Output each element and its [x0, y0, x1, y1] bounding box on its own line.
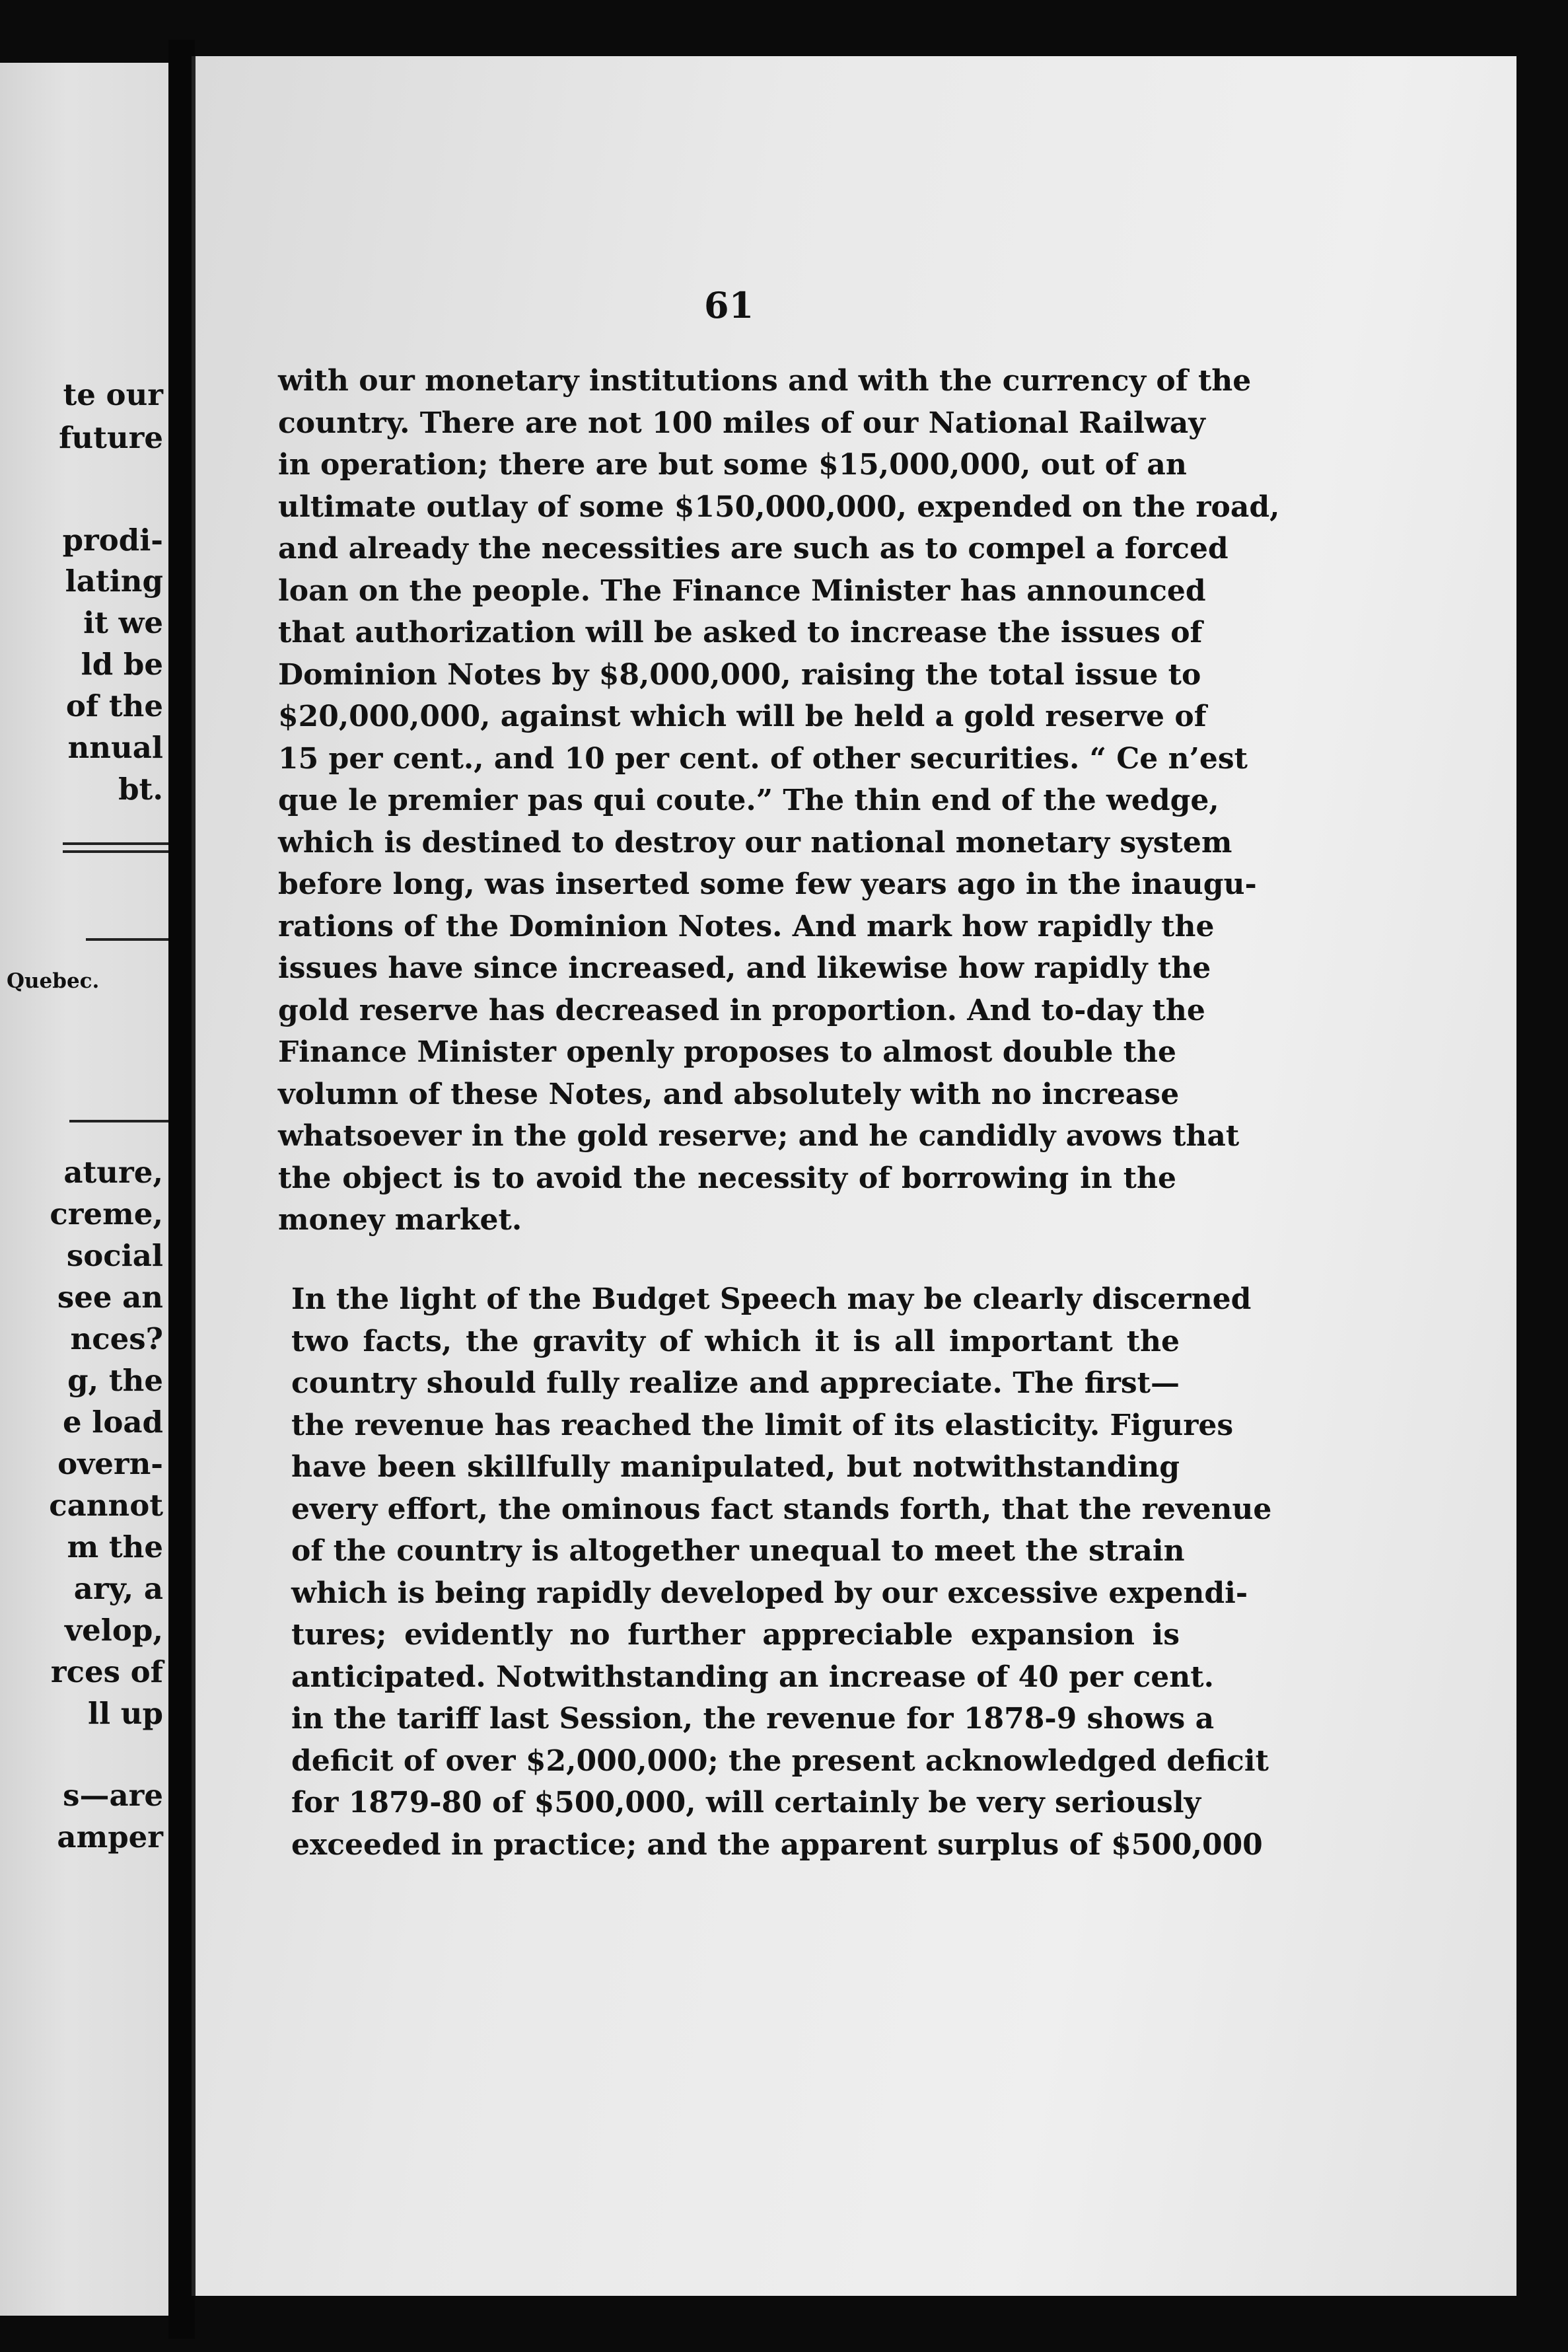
left-text-fragment: see an — [57, 1280, 163, 1315]
text-line: country. There are not 100 miles of our National Railway — [278, 406, 1205, 440]
text-line: before long, was inserted some few years ago in the inaugu- — [278, 867, 1257, 901]
left-text-fragment: nnual — [67, 730, 163, 765]
text-line: in the tariff last Session, the revenue for 1878-9 shows a — [291, 1702, 1215, 1736]
left-text-fragment: velop, — [64, 1613, 163, 1648]
text-line: tures; evidently no further appreciable expansion is — [291, 1618, 1180, 1652]
text-line: have been skillfully manipulated, but notwithstanding — [291, 1450, 1180, 1484]
paragraph-2 — [291, 1278, 1272, 1866]
book-gutter — [168, 40, 195, 2339]
text-line: two facts, the gravity of which it is all important the — [291, 1324, 1180, 1358]
left-text-fragment: creme, — [50, 1196, 163, 1231]
text-line: every effort, the ominous fact stands forth, that the revenue — [291, 1492, 1272, 1526]
left-text-fragment: future — [59, 420, 163, 455]
text-line: issues have since increased, and likewise how rapidly the — [278, 951, 1211, 985]
text-line: gold reserve has decreased in proportion. And to-day the — [278, 993, 1205, 1027]
text-line: anticipated. Notwithstanding an increase of 40 per cent. — [291, 1660, 1214, 1694]
text-line: $20,000,000, against which will be held a gold reserve of — [278, 700, 1207, 733]
text-line: the object is to avoid the necessity of borrowing in the — [278, 1161, 1176, 1195]
text-line: exceeded in practice; and the apparent surplus of $500,000 — [291, 1827, 1263, 1862]
text-line: In the light of the Budget Speech may be clearly discerned — [291, 1282, 1252, 1316]
text-line: volumn of these Notes, and absolutely with no increase — [278, 1077, 1180, 1111]
text-line: que le premier pas qui coute.” The thin end of the wedge, — [278, 784, 1219, 817]
text-line: money market. — [278, 1203, 522, 1237]
page-number: 61 — [704, 284, 754, 326]
left-text-fragment: overn- — [57, 1446, 163, 1481]
left-text-fragment: g, the — [67, 1363, 163, 1398]
text-line: the revenue has reached the limit of its elasticity. Figures — [291, 1408, 1234, 1442]
text-line: which is destined to destroy our national monetary system — [278, 825, 1232, 860]
left-text-fragment: it we — [83, 605, 163, 640]
text-line: with our monetary institutions and with the currency of the — [278, 364, 1252, 398]
left-text-fragment: e load — [62, 1405, 163, 1440]
left-double-rule — [63, 842, 168, 845]
text-line: 15 per cent., and 10 per cent. of other securities. “ Ce n’est — [278, 741, 1248, 776]
left-text-fragment: s—are — [63, 1778, 163, 1813]
left-text-fragment: lating — [65, 564, 163, 599]
left-text-fragment: of the — [65, 688, 163, 723]
left-text-fragment: cannot — [49, 1488, 163, 1523]
left-text-fragment: social — [66, 1238, 163, 1273]
left-rule — [69, 1120, 168, 1122]
left-text-fragment: ary, a — [73, 1571, 163, 1606]
paragraph-1 — [278, 360, 1280, 1241]
left-text-fragment: Quebec. — [7, 969, 100, 993]
text-line: Finance Minister openly proposes to almost double the — [278, 1035, 1176, 1069]
text-line: ultimate outlay of some $150,000,000, expended on the road, — [278, 490, 1280, 524]
left-text-fragment: nces? — [70, 1321, 163, 1356]
left-text-fragment: ld be — [81, 647, 163, 682]
left-text-fragment: ature, — [63, 1155, 163, 1190]
left-rule — [86, 938, 168, 941]
left-text-fragment: prodi- — [62, 523, 163, 558]
text-line: that authorization will be asked to increase the issues of — [278, 616, 1203, 649]
text-line: country should fully realize and appreciate. The first— — [291, 1366, 1180, 1400]
text-line: in operation; there are but some $15,000,000, out of an — [278, 448, 1187, 482]
text-line: loan on the people. The Finance Minister has announced — [278, 573, 1206, 608]
left-page-fragment — [0, 63, 168, 2316]
left-text-fragment: amper — [57, 1819, 163, 1855]
page-61 — [192, 56, 1516, 2296]
left-text-fragment: m the — [67, 1529, 163, 1564]
text-line: rations of the Dominion Notes. And mark how rapidly the — [278, 909, 1215, 943]
text-line: and already the necessities are such as to compel a forced — [278, 532, 1229, 566]
left-text-fragment: te our — [63, 377, 163, 412]
left-text-fragment: bt. — [118, 772, 163, 807]
text-line: of the country is altogether unequal to meet the strain — [291, 1534, 1185, 1568]
left-double-rule — [63, 850, 168, 853]
left-text-fragment: rces of — [50, 1654, 163, 1689]
text-line: which is being rapidly developed by our excessive expendi- — [291, 1576, 1248, 1610]
text-line: Dominion Notes by $8,000,000, raising the total issue to — [278, 657, 1201, 692]
text-line: whatsoever in the gold reserve; and he candidly avows that — [278, 1119, 1240, 1153]
left-text-fragment: ll up — [87, 1696, 163, 1731]
text-line: deficit of over $2,000,000; the present acknowledged deficit — [291, 1744, 1269, 1778]
text-line: for 1879-80 of $500,000, will certainly be very seriously — [291, 1786, 1201, 1819]
